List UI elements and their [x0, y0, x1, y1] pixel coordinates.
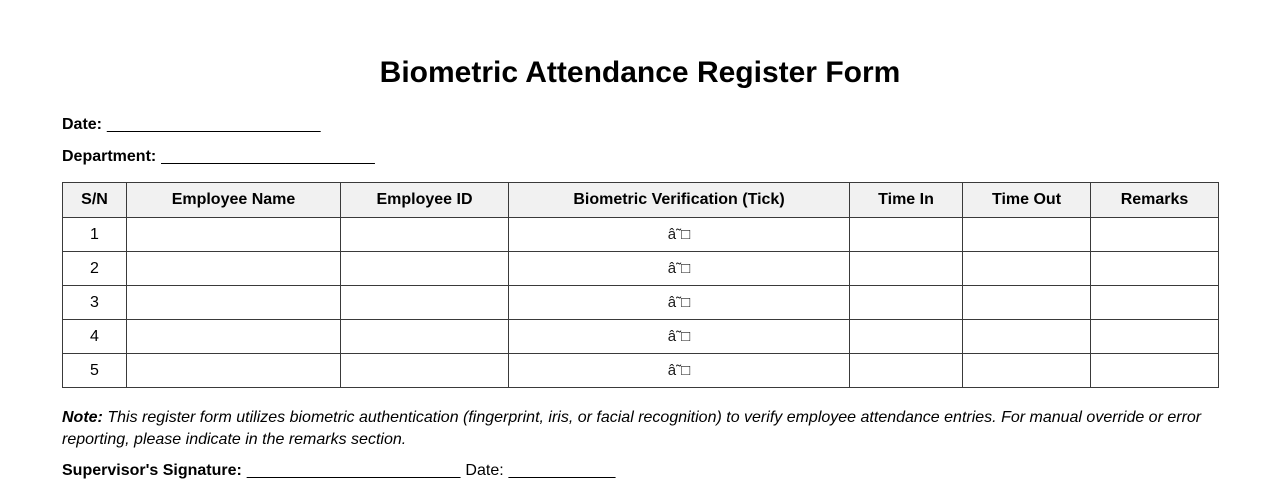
note-text: This register form utilizes biometric authentication (fingerprint, iris, or facial recognition) to verify employee attendance entries. For manual override or error reporting, please indicate in the remarks section.: [62, 409, 1202, 448]
note-label: Note:: [62, 409, 103, 426]
time-in-cell: [850, 354, 963, 388]
remarks-cell: [1091, 286, 1219, 320]
checkbox-mojibake-glyph: â˜□: [667, 225, 691, 243]
sn-cell: 3: [63, 286, 127, 320]
page-title: Biometric Attendance Register Form: [379, 56, 901, 89]
date-label: Date:: [62, 116, 103, 133]
verification-cell: [509, 218, 850, 252]
column-header-time-in: Time In: [850, 183, 963, 218]
time-in-cell: [850, 286, 963, 320]
time-in-cell: [850, 320, 963, 354]
signature-date-blank: ____________: [508, 462, 616, 479]
employee-id-cell: [341, 252, 509, 286]
table-row: [63, 286, 1219, 320]
supervisor-signature-line: [62, 463, 1218, 479]
department-label: Department:: [62, 148, 157, 165]
employee-name-cell: [127, 320, 341, 354]
checkbox-mojibake-glyph: â˜□: [667, 293, 691, 311]
time-out-cell: [963, 252, 1091, 286]
time-out-cell: [963, 218, 1091, 252]
table-row: [63, 320, 1219, 354]
signature-date-label: Date:: [465, 462, 504, 479]
table-row: [63, 354, 1219, 388]
column-header-biometric-verification: Biometric Verification (Tick): [509, 183, 850, 218]
column-header-employee-name: Employee Name: [127, 183, 341, 218]
remarks-cell: [1091, 252, 1219, 286]
date-field-line: [62, 117, 1218, 133]
verification-cell: [509, 320, 850, 354]
time-out-cell: [963, 286, 1091, 320]
column-header-time-out: Time Out: [963, 183, 1091, 218]
sn-cell: 1: [63, 218, 127, 252]
time-in-cell: [850, 252, 963, 286]
note-paragraph: [62, 407, 1218, 451]
sn-cell: 5: [63, 354, 127, 388]
employee-name-cell: [127, 252, 341, 286]
verification-cell: [509, 354, 850, 388]
employee-id-cell: [341, 354, 509, 388]
checkbox-mojibake-glyph: â˜□: [667, 259, 691, 277]
employee-id-cell: [341, 218, 509, 252]
employee-name-cell: [127, 218, 341, 252]
column-header-sn: S/N: [63, 183, 127, 218]
time-out-cell: [963, 354, 1091, 388]
time-out-cell: [963, 320, 1091, 354]
column-header-employee-id: Employee ID: [341, 183, 509, 218]
date-blank: ________________________: [107, 116, 321, 133]
signature-blank: ________________________: [246, 462, 461, 479]
table-row: [63, 218, 1219, 252]
employee-name-cell: [127, 354, 341, 388]
remarks-cell: [1091, 354, 1219, 388]
attendance-table: [62, 182, 1219, 388]
department-blank: ________________________: [161, 148, 375, 165]
sn-cell: 2: [63, 252, 127, 286]
remarks-cell: [1091, 320, 1219, 354]
employee-name-cell: [127, 286, 341, 320]
checkbox-mojibake-glyph: â˜□: [667, 361, 691, 379]
table-header-row: [63, 183, 1219, 218]
verification-cell: [509, 252, 850, 286]
employee-id-cell: [341, 320, 509, 354]
time-in-cell: [850, 218, 963, 252]
table-row: [63, 252, 1219, 286]
department-field-line: [62, 149, 1218, 165]
sn-cell: 4: [63, 320, 127, 354]
document-page: [0, 56, 1278, 479]
verification-cell: [509, 286, 850, 320]
supervisor-signature-label: Supervisor's Signature:: [62, 462, 242, 479]
remarks-cell: [1091, 218, 1219, 252]
column-header-remarks: Remarks: [1091, 183, 1219, 218]
checkbox-mojibake-glyph: â˜□: [667, 327, 691, 345]
employee-id-cell: [341, 286, 509, 320]
